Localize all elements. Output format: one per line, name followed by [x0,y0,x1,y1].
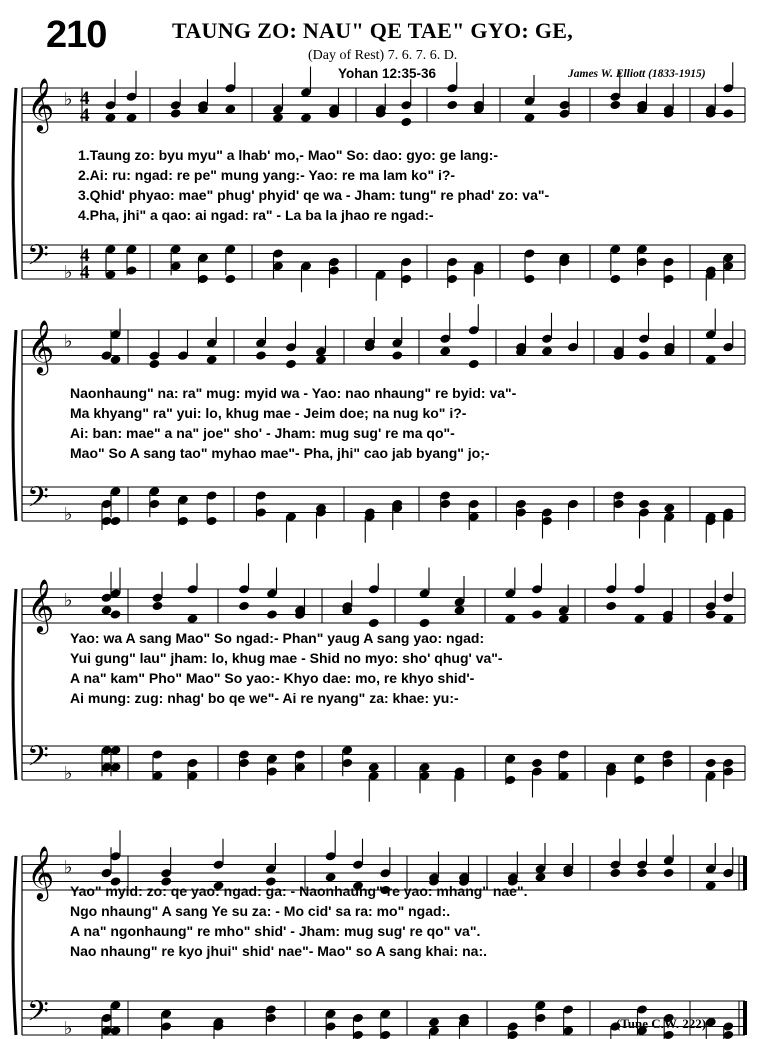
note-head [722,108,734,119]
note-head [148,359,160,370]
flat-sign-icon: ♭ [64,1018,73,1039]
flat-sign-icon: ♭ [64,763,73,784]
note-head [504,613,516,624]
note-head [238,601,250,612]
note-head [531,609,543,620]
note-head [110,516,122,527]
note-head [439,346,451,357]
note-head [541,346,553,357]
note-head [224,104,236,115]
flat-sign-icon: ♭ [64,857,73,878]
time-signature: 4 [80,88,90,109]
system-bracket [13,856,16,1035]
time-signature: 4 [80,245,90,266]
note-head [255,350,267,361]
note-head [524,112,536,123]
note-head [468,359,480,370]
note-head [187,613,199,624]
hymn-meter: (Day of Rest) 7. 6. 7. 6. D. [308,48,458,63]
system-bracket [13,330,16,521]
note-head [454,605,466,616]
note-head [605,601,617,612]
treble-clef-icon: 𝄞 [27,319,55,373]
time-signature: 4 [80,105,90,126]
note-head [419,618,431,629]
note-head [705,880,717,891]
note-head [638,350,650,361]
note-head [531,758,543,769]
treble-clef-icon: 𝄞 [27,77,55,131]
note-head [638,499,650,510]
lyric-line: Yui gung" lau" jham: lo, khug mae - Shid no myo: sho' qhug' va"- [70,650,503,666]
flat-sign-icon: ♭ [64,262,73,283]
treble-clef-icon: 𝄞 [27,845,55,899]
note-head [126,112,138,123]
lyric-line: Naonhaung" na: ra" mug: myid wa - Yao: nao nhaung" re byid: va"- [70,385,517,401]
note-head [224,274,236,285]
time-signature: 4 [80,262,90,283]
composer-credit: James W. Elliott (1833-1915) [568,68,706,80]
tune-reference: (Tune C.W. 222) [616,1016,707,1031]
note-head [705,758,717,769]
note-head [446,100,458,111]
bass-clef-icon: 𝄢 [27,740,49,780]
flat-sign-icon: ♭ [64,590,73,611]
note-head [705,609,717,620]
note-head [558,613,570,624]
note-head [110,354,122,365]
bass-clef-icon: 𝄢 [27,239,49,279]
note-head [101,605,113,616]
lyric-line: Ma khyang" ra" yui: lo, khug mae - Jeim doe; na nug ko" i?- [70,405,467,421]
system-bracket [13,589,16,780]
lyric-line: A na" kam" Pho" Mao" So yao:- Khyo dae: mo, re khyo shid'- [70,670,475,686]
note-head [368,618,380,629]
note-head [391,350,403,361]
lyric-line: A na" ngonhaung" re mho" shid' - Jham: mug sug' re qo" va". [70,923,481,939]
note-head [636,868,648,879]
note-head [206,354,218,365]
hymn-number: 210 [46,14,107,56]
note-head [368,762,380,773]
lyric-line: Ai: ban: mae" a na" joe" sho' - Jham: mug sug' re ma qo"- [70,425,455,441]
note-head [705,354,717,365]
lyric-line: Nao nhaung" re kyo jhui" shid' nae"- Mao" so A sang khai: na:. [70,943,488,959]
note-head [300,112,312,123]
flat-sign-icon: ♭ [64,504,73,525]
note-head [110,609,122,620]
note-head [315,354,327,365]
lyric-line: 4.Pha, jhi" a qao: ai ngad: ra" - La ba la jhao re ngad:- [78,207,434,223]
note-head [400,117,412,128]
note-head [663,503,675,514]
system-bracket [13,88,16,279]
note-head [609,100,621,111]
bass-clef-icon: 𝄢 [27,481,49,521]
note-head [609,868,621,879]
bass-clef-icon: 𝄢 [27,995,49,1035]
hymn-title: TAUNG ZO: NAU" QE TAE" GYO: GE, [172,18,574,43]
lyric-line: Ai mung: zug: nhag' bo qe we"- Ai re nyang" za: khae: yu:- [70,690,459,706]
note-head [663,868,675,879]
note-head [609,274,621,285]
note-head [105,112,117,123]
lyric-line: Ngo nhaung" A sang Ye su za: - Mo cid' sa ra: mo" ngad:. [70,903,451,919]
note-head [170,108,182,119]
note-head [325,872,337,883]
lyric-line: Yao" myid: zo: qe yao: ngad: ga: - Naonhaung" re yao: mhang" nae". [70,883,528,899]
note-head [285,359,297,370]
lyric-line: Yao: wa A sang Mao" So ngad:- Phan" yaug A sang yao: ngad: [70,630,485,646]
lyric-line: 2.Ai: ru: ngad: re pe" mung yang:- Yao: re ma lam ko" i?- [78,167,456,183]
lyric-line: 3.Qhid' phyao: mae" phug' phyid' qe wa - Jham: tung" re phad' zo: va"- [78,187,550,203]
note-head [272,112,284,123]
treble-clef-icon: 𝄞 [27,578,55,632]
note-head [634,613,646,624]
note-head [152,601,164,612]
note-head [535,872,547,883]
flat-sign-icon: ♭ [64,89,73,110]
flat-sign-icon: ♭ [64,331,73,352]
lyric-line: 1.Taung zo: byu myu" a lhab' mo,- Mao" So: dao: gyo: ge lang:- [78,147,499,163]
lyric-line: Mao" So A sang tao" myhao mae"- Pha, jhi" cao jab byang" jo;- [70,445,490,461]
note-head [722,613,734,624]
scripture-reference: Yohan 12:35-36 [338,66,437,81]
note-head [266,609,278,620]
note-head [428,1017,440,1028]
